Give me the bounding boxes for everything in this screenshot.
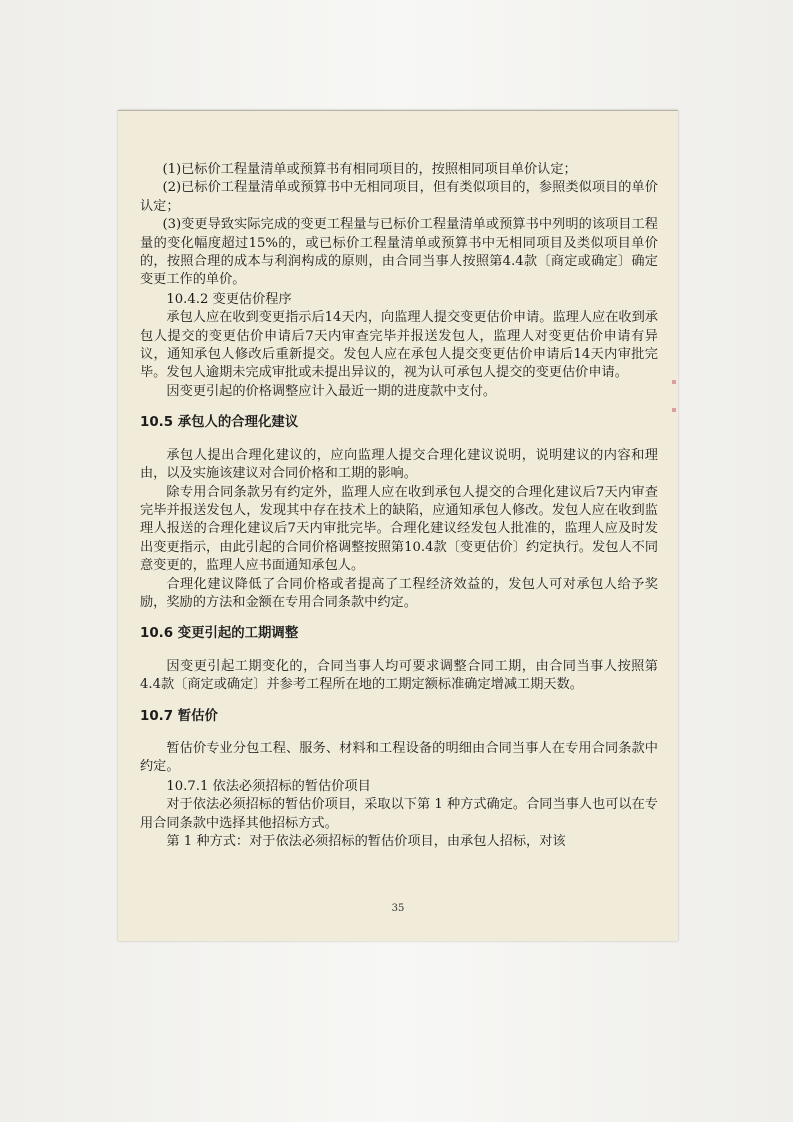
document-page <box>118 110 678 941</box>
paragraph: 对于依法必须招标的暂估价项目，采取以下第 1 种方式确定。合同当事人也可以在专用合同条款中选择其他招标方式。 <box>140 797 658 831</box>
paragraph: 因变更引起的价格调整应计入最近一期的进度款中支付。 <box>166 383 497 399</box>
paragraph: 承包人提出合理化建议的，应向监理人提交合理化建议说明，说明建议的内容和理由，以及实施该建议对合同价格和工期的影响。 <box>140 447 658 482</box>
paragraph: 第 1 种方式：对于依法必须招标的暂估价项目，由承包人招标，对该 <box>166 834 566 849</box>
paragraph: 暂估价专业分包工程、服务、材料和工程设备的明细由合同当事人在专用合同条款中约定。 <box>140 740 658 775</box>
page-number: 35 <box>391 903 405 914</box>
paragraph: (2)已标价工程量清单或预算书中无相同项目，但有类似项目的，参照类似项目的单价认定； <box>140 180 658 214</box>
section-heading-10-6: 10.6 变更引起的工期调整 <box>140 626 299 642</box>
subsection-heading-10-4-2: 10.4.2 变更估价程序 <box>166 291 292 307</box>
paragraph: (1)已标价工程量清单或预算书有相同项目的，按照相同项目单价认定； <box>162 162 577 177</box>
paragraph: 因变更引起工期变化的，合同当事人均可要求调整合同工期，由合同当事人按照第4.4款〔商定或确定〕并参考工程所在地的工期定额标准确定增减工期天数。 <box>140 658 658 693</box>
paragraph: (3)变更导致实际完成的变更工程量与已标价工程量清单或预算书中列明的该项目工程量的变化幅度超过15%的，或已标价工程量清单或预算书中无相同项目及类似项目单价的，按照合理的成本与利润构成的原则，由合同当事人按照第4.4款〔商定或确定〕确定变更工作的单价。 <box>140 217 658 288</box>
page-content <box>140 161 658 851</box>
paragraph: 合理化建议降低了合同价格或者提高了工程经济效益的，发包人可对承包人给予奖励，奖励的方法和金额在专用合同条款中约定。 <box>140 576 658 610</box>
paragraph: 承包人应在收到变更指示后14天内，向监理人提交变更估价申请。监理人应在收到承包人提交的变更估价申请后7天内审查完毕并报送发包人，监理人对变更估价申请有异议，通知承包人修改后重新提交。发包人应在承包人提交变更估价申请后14天内审批完毕。发包人逾期未完成审批或未提出异议的，视为认可承包人提交的变更估价申请。 <box>140 310 658 381</box>
section-heading-10-5: 10.5 承包人的合理化建议 <box>140 415 299 431</box>
edge-mark <box>672 408 676 412</box>
subsection-heading-10-7-1: 10.7.1 依法必须招标的暂估价项目 <box>166 778 371 794</box>
paragraph: 除专用合同条款另有约定外，监理人应在收到承包人提交的合理化建议后7天内审查完毕并报送发包人，发现其中存在技术上的缺陷，应通知承包人修改。发包人应在收到监理人报送的合理化建议后7天内审批完毕。合理化建议经发包人批准的，监理人应及时发出变更指示，由此引起的合同价格调整按照第10.4款〔变更估价〕约定执行。发包人不同意变更的，监理人应书面通知承包人。 <box>140 484 658 574</box>
section-heading-10-7: 10.7 暂估价 <box>140 708 218 724</box>
edge-mark <box>672 380 676 384</box>
